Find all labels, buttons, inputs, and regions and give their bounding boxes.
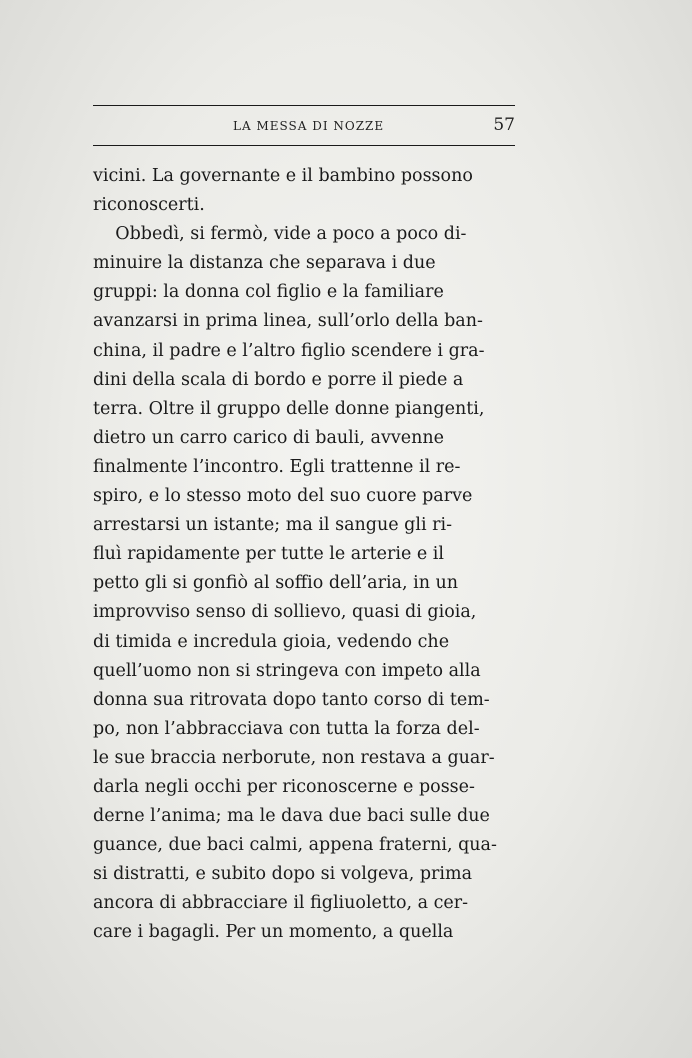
text-line: quell’uomo non si stringeva con impeto alla <box>93 660 481 681</box>
text-line: arrestarsi un istante; ma il sangue gli ri- <box>93 515 452 536</box>
text-line: dietro un carro carico di bauli, avvenne <box>93 427 444 448</box>
text-line: fluì rapidamente per tutte le arterie e il <box>93 544 444 565</box>
running-title: LA MESSA DI NOZZE <box>233 119 385 133</box>
text-line: minuire la distanza che separava i due <box>93 253 436 274</box>
text-line: terra. Oltre il gruppo delle donne piangenti, <box>93 398 485 419</box>
text-line: china, il padre e l’altro figlio scendere i gra- <box>93 340 485 361</box>
text-line: si distratti, e subito dopo si volgeva, prima <box>93 864 473 885</box>
text-line: spiro, e lo stesso moto del suo cuore parve <box>93 486 473 507</box>
text-line: darla negli occhi per riconoscerne e posse- <box>93 776 475 797</box>
text-line: derne l’anima; ma le dava due baci sulle due <box>93 806 490 827</box>
text-line: finalmente l’incontro. Egli trattenne il re- <box>93 456 461 477</box>
text-line: Obbedì, si fermò, vide a poco a poco di- <box>93 224 467 245</box>
running-head <box>93 115 515 139</box>
text-line: po, non l’abbracciava con tutta la forza del- <box>93 718 480 739</box>
header-top-rule <box>93 105 515 106</box>
text-line: petto gli si gonfiò al soffio dell’aria, in un <box>93 573 459 594</box>
text-line: riconoscerti. <box>93 195 205 216</box>
text-line: care i bagagli. Per un momento, a quella <box>93 922 454 943</box>
page-number: 57 <box>493 115 515 135</box>
text-line: di timida e incredula gioia, vedendo che <box>93 631 450 652</box>
text-line: le sue braccia nerborute, non restava a guar- <box>93 747 495 768</box>
text-line: guance, due baci calmi, appena fraterni, qua- <box>93 835 497 856</box>
text-line: ancora di abbracciare il figliuoletto, a cer- <box>93 893 469 914</box>
text-line: vicini. La governante e il bambino possono <box>93 166 473 186</box>
body-text <box>93 162 523 948</box>
text-line: donna sua ritrovata dopo tanto corso di tem- <box>93 689 490 710</box>
header-bottom-rule <box>93 145 515 146</box>
text-line: improvviso senso di sollievo, quasi di gioia, <box>93 602 477 623</box>
text-line: avanzarsi in prima linea, sull’orlo della ban- <box>93 311 483 332</box>
text-line: dini della scala di bordo e porre il piede a <box>93 369 464 390</box>
text-line: gruppi: la donna col figlio e la familiare <box>93 282 444 303</box>
